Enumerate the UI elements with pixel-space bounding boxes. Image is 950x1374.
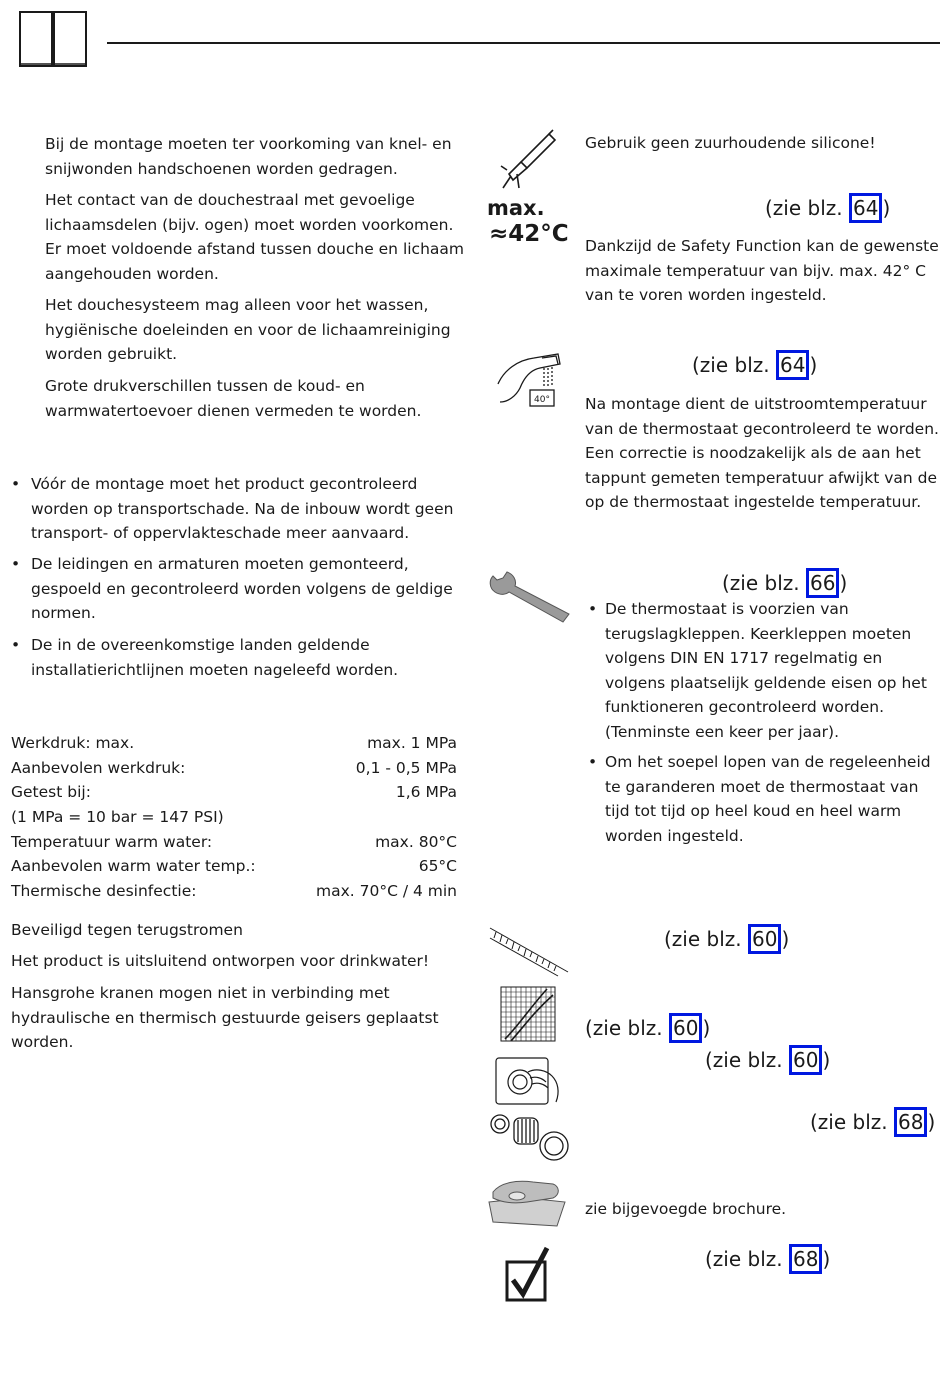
spec-row <box>11 854 457 879</box>
page-link[interactable]: 60 <box>748 924 781 954</box>
safety-paragraph: Het douchesysteem mag alleen voor het wassen, hygiënische doeleinden en voor de lichaamreiniging worden gebruikt. <box>45 296 451 363</box>
spec-value: max. 80°C <box>375 833 457 851</box>
page-reference: (zie blz. 64 ) <box>692 350 817 380</box>
note-backflow: Beveiligd tegen terugstromen <box>11 921 243 939</box>
spec-value: max. 70°C / 4 min <box>315 882 457 900</box>
spec-row <box>11 879 457 904</box>
page-link[interactable]: 66 <box>806 568 839 598</box>
page-reference: (zie blz. 68 ) <box>810 1107 935 1137</box>
page-reference: (zie blz. 60 ) <box>664 924 789 954</box>
silicone-warning: Gebruik geen zuurhoudende silicone! <box>585 134 876 152</box>
cleaning-hand-icon <box>487 1172 571 1228</box>
spec-row <box>11 756 457 781</box>
spec-label: Aanbevolen warm water temp.: <box>11 857 256 875</box>
spec-label: Werkdruk: max. <box>11 734 135 752</box>
flow-diagram-icon <box>499 985 557 1043</box>
spec-value: 65°C <box>418 857 457 875</box>
mounting-bullet: • Vóór de montage moet het product gecontroleerd worden op transportschade. Na de inbouw wordt geen transport- of oppervlakteschade meer aanvaard. <box>11 475 454 542</box>
header-rule <box>107 42 940 44</box>
checkmark-icon <box>505 1246 551 1304</box>
temperature-label: ≈42°C <box>489 221 569 247</box>
spec-label: Aanbevolen werkdruk: <box>11 759 186 777</box>
spec-value: 1,6 MPa <box>395 783 457 801</box>
mounting-bullet: • De in de overeenkomstige landen geldende installatierichtlijnen moeten nageleefd worden. <box>11 636 399 679</box>
maintenance-bullet: • De thermostaat is voorzien van terugslagkleppen. Keerkleppen moeten volgens DIN EN 1717 regelmatig en volgens plaatselijk geldende eisen op het funktioneren gecontroleerd worden. (Tenminste een keer per jaar). <box>588 600 927 741</box>
page-reference: (zie blz. 60 ) <box>705 1045 830 1075</box>
calibration-text: Na montage dient de uitstroomtemperatuur van de thermostaat gecontroleerd te worden. Een correctie is noodzakelijk als de aan het tappunt gemeten temperatuur afwijkt van de op de thermostaat ingestelde temperatuur. <box>585 395 939 511</box>
maintenance-bullet: • Om het soepel lopen van de regeleenheid te garanderen moet de thermostaat van tijd tot tijd op heel koud en heel warm worden ingesteld. <box>588 753 931 845</box>
page-reference: (zie blz. 66 ) <box>722 568 847 598</box>
spec-label: (1 MPa = 10 bar = 147 PSI) <box>11 808 224 826</box>
safety-function-text: Dankzijd de Safety Function kan de gewenste maximale temperatuur van bijv. max. 42° C van te voren worden ingesteld. <box>585 237 939 304</box>
page-link[interactable]: 68 <box>789 1244 822 1274</box>
safety-paragraph: Grote drukverschillen tussen de koud- en warmwatertoevoer dienen vermeden te worden. <box>45 377 422 420</box>
silicone-gun-icon <box>497 130 559 192</box>
safety-paragraph: Bij de montage moeten ter voorkoming van knel- en snijwonden handschoenen worden gedragen. <box>45 135 452 178</box>
page-reference: (zie blz. 64 ) <box>765 193 890 223</box>
page-reference: (zie blz. 60 ) <box>585 1013 710 1043</box>
spec-row <box>11 780 457 805</box>
page-link[interactable]: 60 <box>669 1013 702 1043</box>
spec-label: Temperatuur warm water: <box>11 833 213 851</box>
display-reading: 40° <box>534 395 550 405</box>
page-link[interactable]: 64 <box>849 193 882 223</box>
safety-paragraph: Het contact van de douchestraal met gevoelige lichaamsdelen (bijv. ogen) moet worden voorkomen. Er moet voldoende afstand tussen douche en lichaam aangehouden worden. <box>45 191 464 283</box>
page-reference: (zie blz. 68 ) <box>705 1244 830 1274</box>
page-link[interactable]: 68 <box>894 1107 927 1137</box>
spec-row <box>11 805 457 830</box>
max-label: max. <box>487 196 545 220</box>
handle-operation-icon <box>494 1052 564 1104</box>
dimensions-icon <box>488 926 570 976</box>
brochure-note: zie bijgevoegde brochure. <box>585 1200 787 1218</box>
spec-value: max. 1 MPa <box>367 734 457 752</box>
spec-value: 0,1 - 0,5 MPa <box>355 759 457 777</box>
spec-row <box>11 731 457 756</box>
thermometer-hand-icon <box>494 350 564 410</box>
mounting-bullet: • De leidingen en armaturen moeten gemonteerd, gespoeld en gecontroleerd worden volgens de geldige normen. <box>11 555 453 622</box>
spec-label: Getest bij: <box>11 783 91 801</box>
book-icon <box>18 10 88 68</box>
spec-label: Thermische desinfectie: <box>11 882 197 900</box>
note-geysers: Hansgrohe kranen mogen niet in verbinding met hydraulische en thermisch gestuurde geisers geplaatst worden. <box>11 984 439 1051</box>
page-link[interactable]: 60 <box>789 1045 822 1075</box>
page-link[interactable]: 64 <box>776 350 809 380</box>
note-drinking-water: Het product is uitsluitend ontworpen voor drinkwater! <box>11 952 430 970</box>
spec-row <box>11 830 457 855</box>
wrench-icon <box>487 570 571 624</box>
spare-parts-icon <box>488 1108 572 1164</box>
